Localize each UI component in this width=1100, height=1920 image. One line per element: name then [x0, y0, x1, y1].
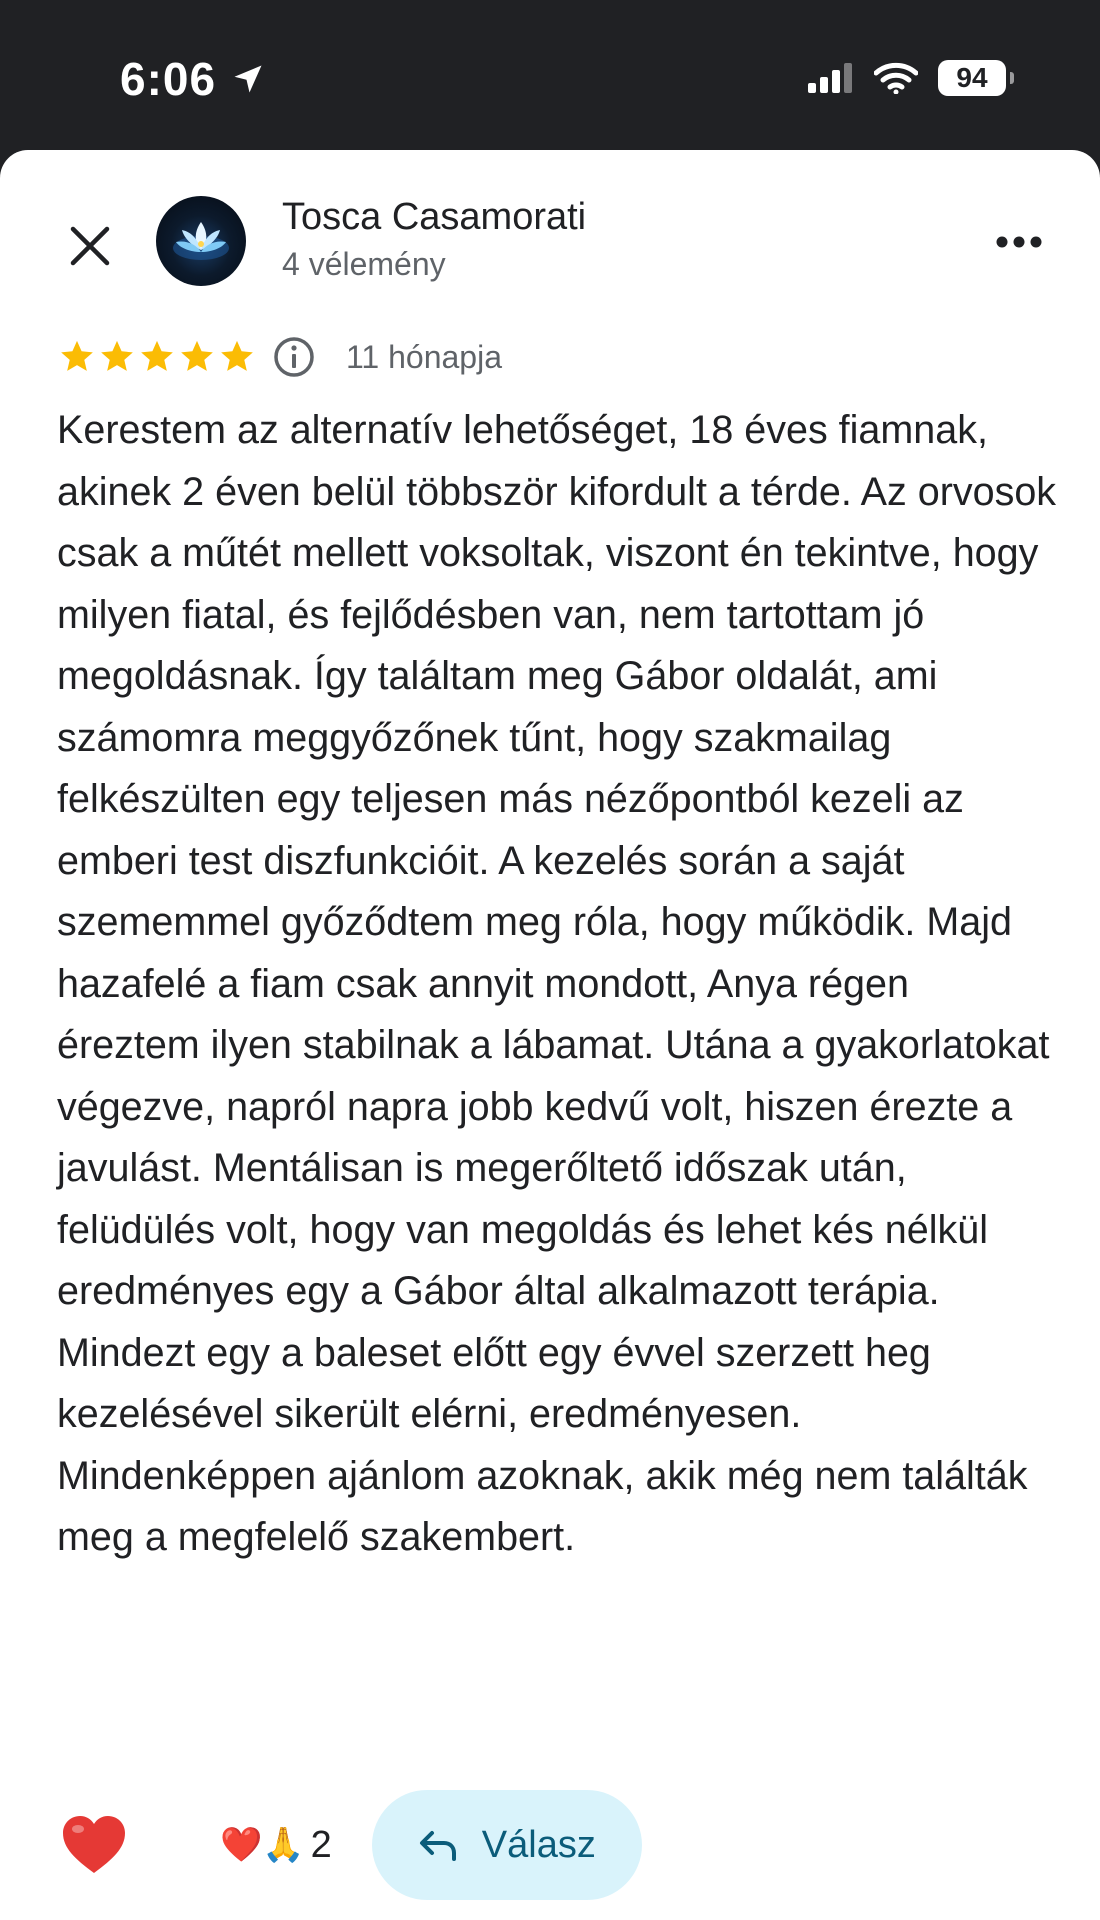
star-icon: [138, 338, 176, 376]
location-arrow-icon: [230, 61, 266, 97]
reaction-emojis: ❤️🙏: [220, 1826, 305, 1864]
cellular-signal-icon: [808, 63, 854, 93]
battery-indicator: [938, 60, 1006, 96]
reaction-summary[interactable]: [220, 1824, 332, 1867]
more-horizontal-icon: [995, 235, 1043, 249]
lotus-flower-icon: [156, 196, 246, 286]
review-sheet: [0, 150, 1100, 1920]
heart-icon: [61, 1815, 127, 1875]
wifi-icon: [874, 62, 918, 94]
review-text: Kerestem az alternatív lehetőséget, 18 éves fiamnak, akinek 2 éven belül többször kifordult a térde. Az orvosok csak a műtét mellett voksoltak, viszont én tekintve, hogy milyen fiatal, és fejlődésben van, nem tartottam jó megoldásnak. Így találtam meg Gábor oldalát, ami számomra meggyőzőnek tűnt, hogy szakmailag felkészülten egy teljesen más nézőpontból kezeli az emberi test diszfunkcióit. A kezelés során a saját szememmel győződtem meg róla, hogy működik. Majd hazafelé a fiam csak annyit mondott, Anya régen éreztem ilyen stabilnak a lábamat. Utána a gyakorlatokat végezve, napról napra jobb kedvű volt, hiszen érezte a javulást. Mentálisan is megerőltető időszak után, felüdülés volt, hogy van megoldás és lehet kés nélkül eredményes egy a Gábor által alkalmazott terápia. Mindezt egy a baleset előtt egy évvel szerzett heg kezelésével sikerült elérni, eredményesen. Mindenképpen ajánlom azoknak, akik még nem találták meg a megfelelő szakembert.: [57, 408, 1057, 1559]
heart-reaction-button[interactable]: [56, 1807, 132, 1883]
status-icons: [808, 60, 1006, 96]
star-icon: [98, 338, 136, 376]
author-name[interactable]: Tosca Casamorati: [282, 196, 587, 238]
close-icon: [69, 225, 111, 267]
rating-row: [58, 332, 502, 382]
more-options-button[interactable]: [984, 222, 1054, 262]
status-time: [120, 52, 266, 106]
status-time-text: 6:06: [120, 53, 217, 105]
star-icon: [58, 338, 96, 376]
star-icon: [218, 338, 256, 376]
battery-level: 94: [956, 62, 988, 93]
close-button[interactable]: [60, 216, 120, 276]
info-icon[interactable]: [272, 335, 316, 379]
reply-button[interactable]: [372, 1790, 642, 1900]
author-review-count: 4 vélemény: [282, 246, 446, 282]
reactions-row: [56, 1790, 642, 1900]
star-rating: [58, 338, 256, 376]
reaction-count: 2: [310, 1823, 332, 1866]
review-age: 11 hónapja: [346, 338, 502, 375]
reply-label: Válasz: [481, 1823, 596, 1866]
star-icon: [178, 338, 216, 376]
status-bar: [0, 0, 1100, 150]
avatar[interactable]: [156, 196, 246, 286]
reply-arrow-icon: [418, 1829, 458, 1861]
